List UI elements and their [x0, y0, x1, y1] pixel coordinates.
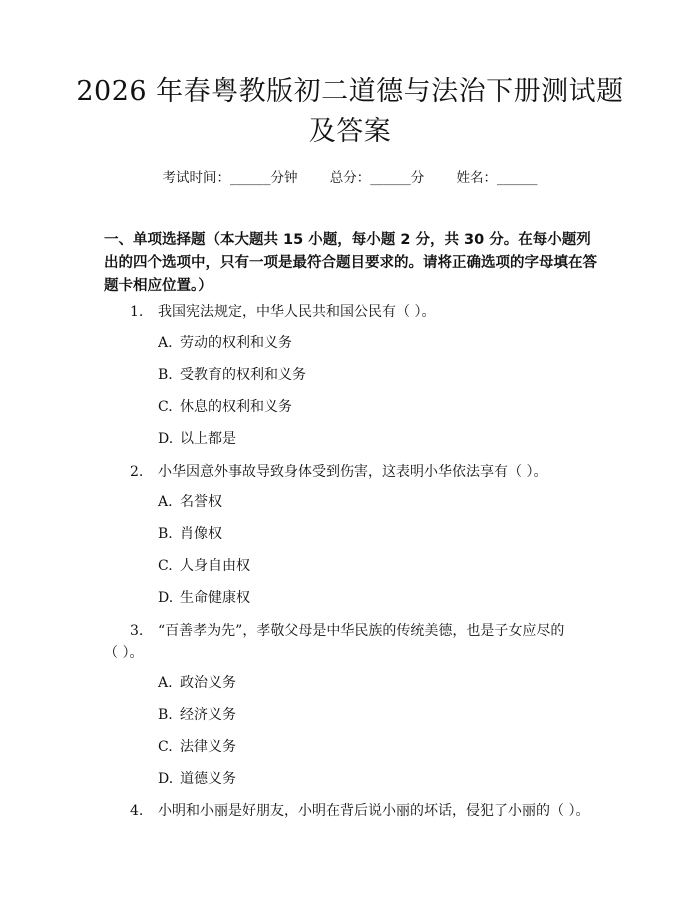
- exam-time-field: 考试时间：______分钟: [162, 170, 298, 186]
- question-2-option-c: [158, 556, 250, 576]
- question-text-line-1: “百善孝为先”，孝敬父母是中华民族的传统美德，也是子女应尽的: [158, 623, 565, 639]
- option-text: 生命健康权: [180, 590, 250, 606]
- question-text: 小华因意外事故导致身体受到伤害，这表明小华依法享有（ ）。: [158, 464, 548, 480]
- option-text: 受教育的权利和义务: [180, 367, 306, 383]
- question-2-option-b: [158, 524, 222, 544]
- option-letter: C.: [158, 399, 173, 415]
- question-text: 我国宪法规定，中华人民共和国公民有（ ）。: [158, 304, 436, 320]
- option-letter: A.: [158, 335, 173, 351]
- question-2-option-d: [158, 588, 250, 608]
- question-3-continuation: [104, 642, 143, 665]
- question-number: 3.: [130, 623, 144, 639]
- option-text: 政治义务: [180, 675, 236, 691]
- option-letter: C.: [158, 739, 173, 755]
- option-text: 名誉权: [180, 494, 222, 510]
- question-2: [130, 461, 547, 484]
- exam-meta-line: [0, 168, 700, 188]
- option-text: 经济义务: [180, 707, 236, 723]
- question-text: 小明和小丽是好朋友，小明在背后说小丽的坏话，侵犯了小丽的（ ）。: [158, 803, 590, 819]
- option-letter: B.: [158, 707, 173, 723]
- option-letter: D.: [158, 771, 174, 787]
- title-line-2: 及答案: [308, 116, 392, 147]
- question-2-option-a: [158, 492, 222, 512]
- question-1: [130, 301, 435, 324]
- question-1-option-d: [158, 429, 236, 449]
- question-4: [130, 800, 589, 823]
- option-text: 以上都是: [180, 431, 236, 447]
- option-text: 劳动的权利和义务: [180, 335, 292, 351]
- option-letter: A.: [158, 494, 173, 510]
- question-3-option-c: [158, 737, 236, 757]
- question-3: [130, 620, 564, 643]
- option-text: 休息的权利和义务: [180, 399, 292, 415]
- question-1-option-a: [158, 333, 292, 353]
- option-text: 法律义务: [180, 739, 236, 755]
- section-heading: 一、单项选择题（本大题共 15 小题，每小题 2 分，共 30 分。在每小题列出的四个选项中，只有一项是最符合题目要求的。请将正确选项的字母填在答题卡相应位置。）: [104, 232, 597, 294]
- option-letter: D.: [158, 431, 174, 447]
- question-3-option-d: [158, 769, 236, 789]
- question-text-line-2: （ ）。: [104, 645, 144, 661]
- question-1-option-b: [158, 365, 306, 385]
- option-letter: B.: [158, 367, 173, 383]
- option-text: 人身自由权: [180, 558, 250, 574]
- question-3-option-a: [158, 673, 236, 693]
- document-title: [60, 72, 640, 152]
- question-3-option-b: [158, 705, 236, 725]
- option-letter: B.: [158, 526, 173, 542]
- option-text: 道德义务: [180, 771, 236, 787]
- question-number: 1.: [130, 304, 144, 320]
- question-number: 2.: [130, 464, 144, 480]
- question-number: 4.: [130, 803, 144, 819]
- title-line-1: 2026 年春粤教版初二道德与法治下册测试题: [76, 76, 624, 107]
- option-letter: D.: [158, 590, 174, 606]
- option-letter: C.: [158, 558, 173, 574]
- name-field: 姓名：______: [456, 170, 538, 186]
- option-text: 肖像权: [180, 526, 222, 542]
- option-letter: A.: [158, 675, 173, 691]
- total-score-field: 总分：______分: [329, 170, 425, 186]
- question-1-option-c: [158, 397, 292, 417]
